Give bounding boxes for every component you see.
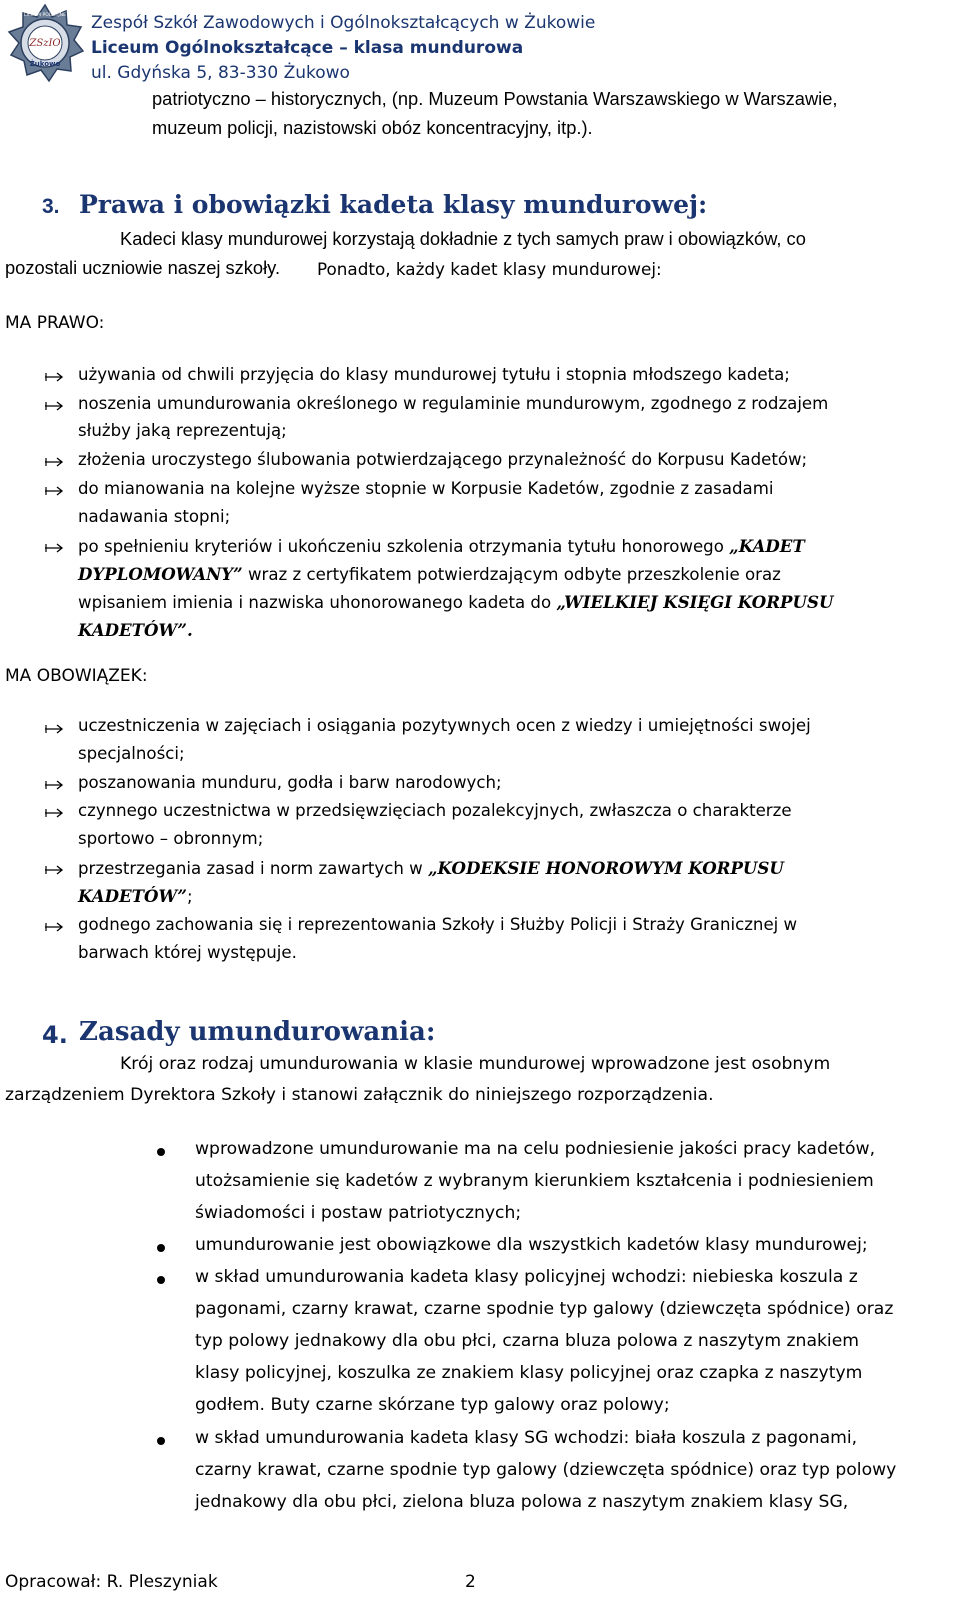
- right-item-2-line-2: służby jaką reprezentują;: [78, 421, 287, 440]
- duty-item-1-line-2: specjalności;: [78, 744, 185, 763]
- bullet-icon: [157, 1276, 165, 1284]
- right-item-5-text-a: po spełnieniu kryteriów i ukończeniu szkolenia otrzymania tytułu honorowego: [78, 537, 730, 556]
- title-kadetow-2: KADETÓW”: [78, 886, 187, 906]
- arrow-bullet-icon: [43, 484, 65, 498]
- section-4-para-line-2: zarządzeniem Dyrektora Szkoły i stanowi załącznik do niniejszego rozporządzenia.: [5, 1085, 714, 1105]
- right-item-5-text-e: wpisaniem imienia i nazwiska uhonorowanego kadeta do: [78, 593, 557, 612]
- right-item-4-line-2: nadawania stopni;: [78, 507, 231, 526]
- section-3-para-line-2a: pozostali uczniowie naszej szkoły.: [5, 257, 281, 278]
- logo-top-text: LICEUM POLICYJNE: [24, 13, 66, 18]
- rights-label: MA PRAWO:: [5, 313, 105, 333]
- header-school-name: Zespół Szkół Zawodowych i Ogólnokształcących w Żukowie: [91, 13, 596, 33]
- arrow-bullet-icon: [43, 455, 65, 469]
- title-kadetow: KADETÓW”.: [78, 620, 193, 640]
- uniform-bullet-1-line-3: świadomości i postaw patriotycznych;: [195, 1203, 522, 1223]
- section-3-para-line-2b: Ponadto, każdy kadet klasy mundurowej:: [317, 259, 662, 279]
- uniform-bullet-2: umundurowanie jest obowiązkowe dla wszystkich kadetów klasy mundurowej;: [195, 1235, 868, 1255]
- intro-line-1: patriotyczno – historycznych, (np. Muzeum Powstania Warszawskiego w Warszawie,: [152, 88, 838, 109]
- uniform-bullet-3-line-4: klasy policyjnej, koszulka ze znakiem klasy policyjnej oraz czapka z naszytym: [195, 1363, 863, 1383]
- arrow-bullet-icon: [43, 399, 65, 413]
- section-3-para-line-1: Kadeci klasy mundurowej korzystają dokładnie z tych samych praw i obowiązków, co: [120, 228, 806, 249]
- section-4-number: 4.: [42, 1021, 68, 1049]
- uniform-bullet-1-line-2: utożsamienie się kadetów z wybranym kierunkiem kształcenia i podniesieniem: [195, 1171, 874, 1191]
- duty-item-4-text-d: ;: [186, 887, 193, 906]
- right-item-5-line-3: [78, 592, 833, 612]
- arrow-bullet-icon: [43, 920, 65, 934]
- bullet-icon: [157, 1148, 165, 1156]
- arrow-bullet-icon: [43, 370, 65, 384]
- duty-item-4-text-a: przestrzegania zasad i norm zawartych w: [78, 859, 428, 878]
- duty-item-3-line-1: czynnego uczestnictwa w przedsięwzięciach pozalekcyjnych, zwłaszcza o charakterze: [78, 801, 792, 820]
- right-item-5-line-4: [78, 620, 193, 640]
- duties-label: MA OBOWIĄZEK:: [5, 666, 148, 686]
- uniform-bullet-4-line-1: w skład umundurowania kadeta klasy SG wchodzi: biała koszula z pagonami,: [195, 1428, 858, 1448]
- duty-item-4-line-2: [78, 886, 193, 906]
- arrow-bullet-icon: [43, 722, 65, 736]
- arrow-bullet-icon: [43, 541, 65, 555]
- intro-line-2: muzeum policji, nazistowski obóz koncentracyjny, itp.).: [152, 117, 593, 138]
- arrow-bullet-icon: [43, 863, 65, 877]
- title-wielka-ksiega: „WIELKIEJ KSIĘGI KORPUSU: [556, 592, 834, 612]
- footer-page-number: 2: [465, 1572, 476, 1592]
- section-4-title: Zasady umundurowania:: [79, 1017, 436, 1047]
- right-item-2-line-1: noszenia umundurowania określonego w regulaminie mundurowym, zgodnego z rodzajem: [78, 394, 829, 413]
- header-address: ul. Gdyńska 5, 83-330 Żukowo: [91, 63, 350, 83]
- title-kadet: „KADET: [729, 536, 805, 556]
- school-badge-icon: [5, 3, 85, 83]
- arrow-bullet-icon: [43, 778, 65, 792]
- bullet-icon: [157, 1437, 165, 1445]
- footer-author: Opracował: R. Pleszyniak: [5, 1572, 218, 1592]
- section-3-title: Prawa i obowiązki kadeta klasy mundurowej:: [79, 190, 708, 219]
- bullet-icon: [157, 1244, 165, 1252]
- right-item-3: złożenia uroczystego ślubowania potwierdzającego przynależność do Korpusu Kadetów;: [78, 450, 808, 469]
- title-dyplomowany: DYPLOMOWANY”: [78, 564, 243, 584]
- right-item-5-line-2: [78, 564, 781, 584]
- duty-item-3-line-2: sportowo – obronnym;: [78, 829, 264, 848]
- uniform-bullet-4-line-2: czarny krawat, czarne spodnie typ galowy (dziewczęta spódnice) oraz typ polowy: [195, 1460, 897, 1480]
- arrow-bullet-icon: [43, 806, 65, 820]
- uniform-bullet-3-line-2: pagonami, czarny krawat, czarne spodnie typ galowy (dziewczęta spódnice) oraz: [195, 1299, 894, 1319]
- title-kodeks: „KODEKSIE HONOROWYM KORPUSU: [428, 858, 784, 878]
- duty-item-1-line-1: uczestniczenia w zajęciach i osiągania pozytywnych ocen z wiedzy i umiejętności swojej: [78, 716, 811, 735]
- logo-monogram: ZSzIO: [29, 38, 61, 49]
- duty-item-5-line-1: godnego zachowania się i reprezentowania Szkoły i Służby Policji i Straży Granicznej w: [78, 915, 798, 934]
- right-item-5-line-1: [78, 536, 805, 556]
- duty-item-2: poszanowania munduru, godła i barw narodowych;: [78, 773, 502, 792]
- section-4-para-line-1: Krój oraz rodzaj umundurowania w klasie mundurowej wprowadzone jest osobnym: [120, 1054, 831, 1074]
- right-item-4-line-1: do mianowania na kolejne wyższe stopnie w Korpusie Kadetów, zgodnie z zasadami: [78, 479, 774, 498]
- right-item-1: używania od chwili przyjęcia do klasy mundurowej tytułu i stopnia młodszego kadeta;: [78, 365, 790, 384]
- duty-item-4-line-1: [78, 858, 784, 878]
- uniform-bullet-3-line-5: godłem. Buty czarne skórzane typ galowy oraz polowy;: [195, 1395, 670, 1415]
- logo-town-text: Żukowo: [29, 60, 61, 68]
- uniform-bullet-4-line-3: jednakowy dla obu płci, zielona bluza polowa z naszytym znakiem klasy SG,: [195, 1492, 849, 1512]
- uniform-bullet-3-line-3: typ polowy jednakowy dla obu płci, czarna bluza polowa z naszytym znakiem: [195, 1331, 860, 1351]
- header-class-name: Liceum Ogólnokształcące – klasa mundurowa: [91, 38, 524, 58]
- right-item-5-text-d: wraz z certyfikatem potwierdzającym odbyte przeszkolenie oraz: [242, 565, 781, 584]
- uniform-bullet-1-line-1: wprowadzone umundurowanie ma na celu podniesienie jakości pracy kadetów,: [195, 1139, 876, 1159]
- uniform-bullet-3-line-1: w skład umundurowania kadeta klasy policyjnej wchodzi: niebieska koszula z: [195, 1267, 858, 1287]
- duty-item-5-line-2: barwach której występuje.: [78, 943, 297, 962]
- section-3-number: 3.: [42, 195, 60, 218]
